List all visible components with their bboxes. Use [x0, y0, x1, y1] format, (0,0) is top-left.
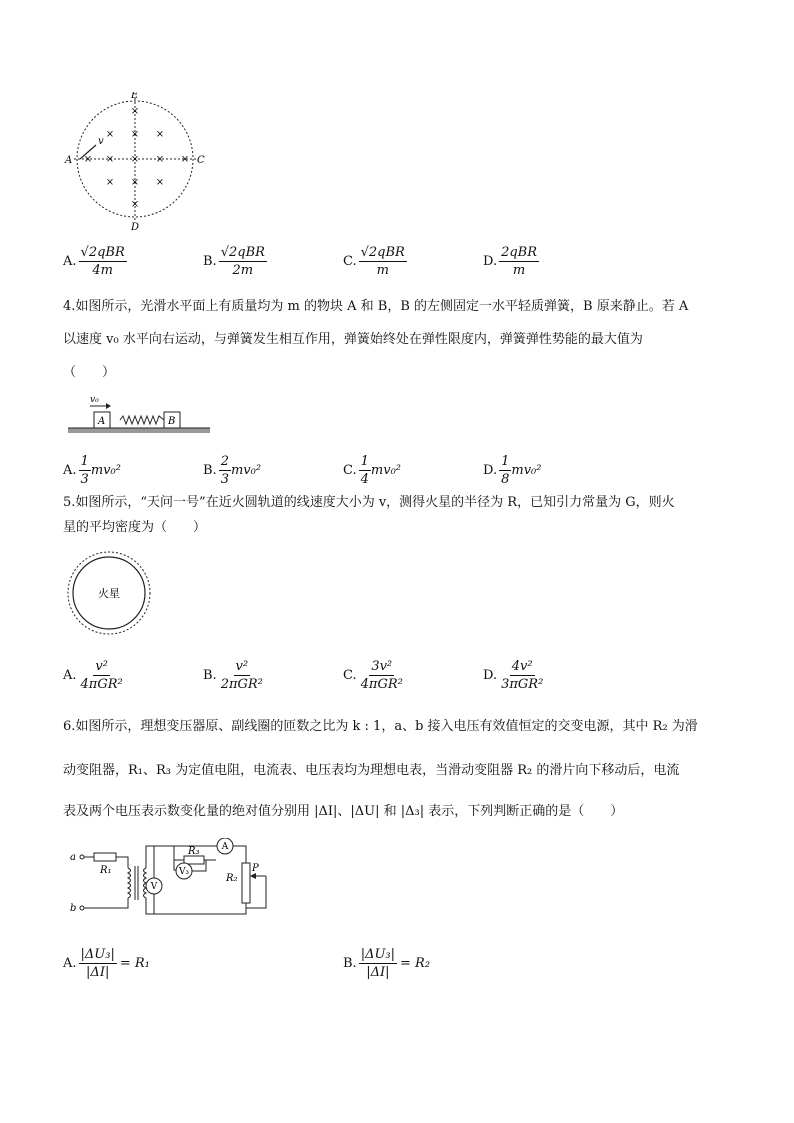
field-cross-mark: × [130, 106, 140, 117]
q5-stem-line2: 星的平均密度为（ ） [63, 520, 207, 535]
point-d-label: D [131, 222, 140, 232]
q5-option-c[interactable]: C. $\frac{\text{3v²}}{\text{4πGR²}}$ [343, 659, 403, 692]
field-cross-mark: × [130, 177, 140, 188]
q3-option-c[interactable]: C. $\frac{\text{√2qBR}}{m}$ [343, 245, 405, 278]
transformer-circuit-figure [66, 838, 276, 918]
field-cross-mark: × [105, 154, 115, 165]
q4-option-d[interactable]: D. $\frac{1}{8}$ mv₀² [483, 454, 542, 487]
point-e-label: E [131, 92, 139, 101]
q5-option-a[interactable]: A. $\frac{\text{v²}}{\text{4πGR²}}$ [63, 659, 123, 692]
voltmeter-v-label: V [150, 882, 158, 892]
mars-orbit-figure [64, 550, 154, 640]
voltmeter-v3-label: V₃ [178, 867, 190, 877]
field-cross-mark: × [180, 154, 190, 165]
q3-option-d[interactable]: D. $\frac{\text{2qBR}}{m}$ [483, 245, 538, 278]
spring-blocks-figure [64, 392, 214, 436]
field-cross-mark: × [105, 177, 115, 188]
q6-stem-line2: 动变阻器，R₁、R₃ 为定值电阻，电流表、电压表均为理想电表，当滑动变阻器 R₂ 的滑片向下移动后，电流 [63, 763, 680, 778]
r3-label: R₃ [188, 846, 200, 857]
velocity-label: v [98, 136, 104, 147]
field-cross-mark: × [155, 177, 165, 188]
ammeter-label: A [221, 842, 229, 852]
mars-label: 火星 [98, 587, 120, 600]
point-a-label: A [65, 155, 73, 166]
q4-stem-line3: （ ） [63, 365, 116, 380]
q5-option-d[interactable]: D. $\frac{\text{4v²}}{\text{3πGR²}}$ [483, 659, 544, 692]
terminal-b-label: b [70, 903, 77, 914]
point-c-label: C [197, 155, 205, 166]
q3-option-a[interactable]: A. $\frac{\text{√2qBR}}{4m}$ [63, 245, 125, 278]
q6-stem-line3: 表及两个电压表示数变化量的绝对值分别用 |ΔI|、|ΔU| 和 |Δ₃| 表示，下列判断正确的是（ ） [63, 804, 624, 819]
field-cross-mark: × [105, 129, 115, 140]
block-a-label: A [98, 416, 106, 427]
q4-option-c[interactable]: C. $\frac{1}{4}$ mv₀² [343, 454, 402, 487]
q6-option-a[interactable]: A. $\frac{\text{|ΔU₃|}}{|\Delta I|}$ = R₁ [63, 947, 150, 980]
field-cross-mark: × [155, 129, 165, 140]
q4-stem-line1: 4.如图所示，光滑水平面上有质量均为 m 的物块 A 和 B，B 的左侧固定一水平轻质弹簧，B 原来静止。若 A [63, 299, 689, 314]
q6-option-b[interactable]: B. $\frac{\text{|ΔU₃|}}{|\Delta I|}$ = R₂ [343, 947, 431, 980]
magnetic-field-figure [60, 92, 210, 232]
field-cross-mark: × [130, 154, 140, 165]
field-cross-mark: × [83, 154, 93, 165]
field-cross-mark: × [130, 129, 140, 140]
block-b-label: B [168, 416, 176, 427]
slider-p-label: P [252, 863, 259, 874]
r1-label: R₁ [100, 865, 112, 876]
field-cross-mark: × [130, 199, 140, 210]
r2-label: R₂ [226, 873, 238, 884]
q4-option-a[interactable]: A. $\frac{1}{3}$ mv₀² [63, 454, 121, 487]
field-cross-mark: × [155, 154, 165, 165]
q4-stem-line2: 以速度 v₀ 水平向右运动，与弹簧发生相互作用，弹簧始终处在弹性限度内，弹簧弹性势能的最大值为 [63, 332, 643, 347]
velocity-v0-label: v₀ [90, 395, 99, 405]
field-crosses [84, 106, 189, 210]
q4-option-b[interactable]: B. $\frac{2}{3}$ mv₀² [203, 454, 262, 487]
q3-option-b[interactable]: B. $\frac{\text{√2qBR}}{2m}$ [203, 245, 265, 278]
terminal-a-label: a [70, 852, 76, 863]
q5-option-b[interactable]: B. $\frac{\text{v²}}{\text{2πGR²}}$ [203, 659, 263, 692]
q5-stem-line1: 5.如图所示，“天问一号”在近火圆轨道的线速度大小为 v，测得火星的半径为 R，已知引力常量为 G，则火 [63, 495, 675, 510]
q6-stem-line1: 6.如图所示，理想变压器原、副线圈的匝数之比为 k : 1，a、b 接入电压有效值恒定的交变电源，其中 R₂ 为滑 [63, 719, 698, 734]
